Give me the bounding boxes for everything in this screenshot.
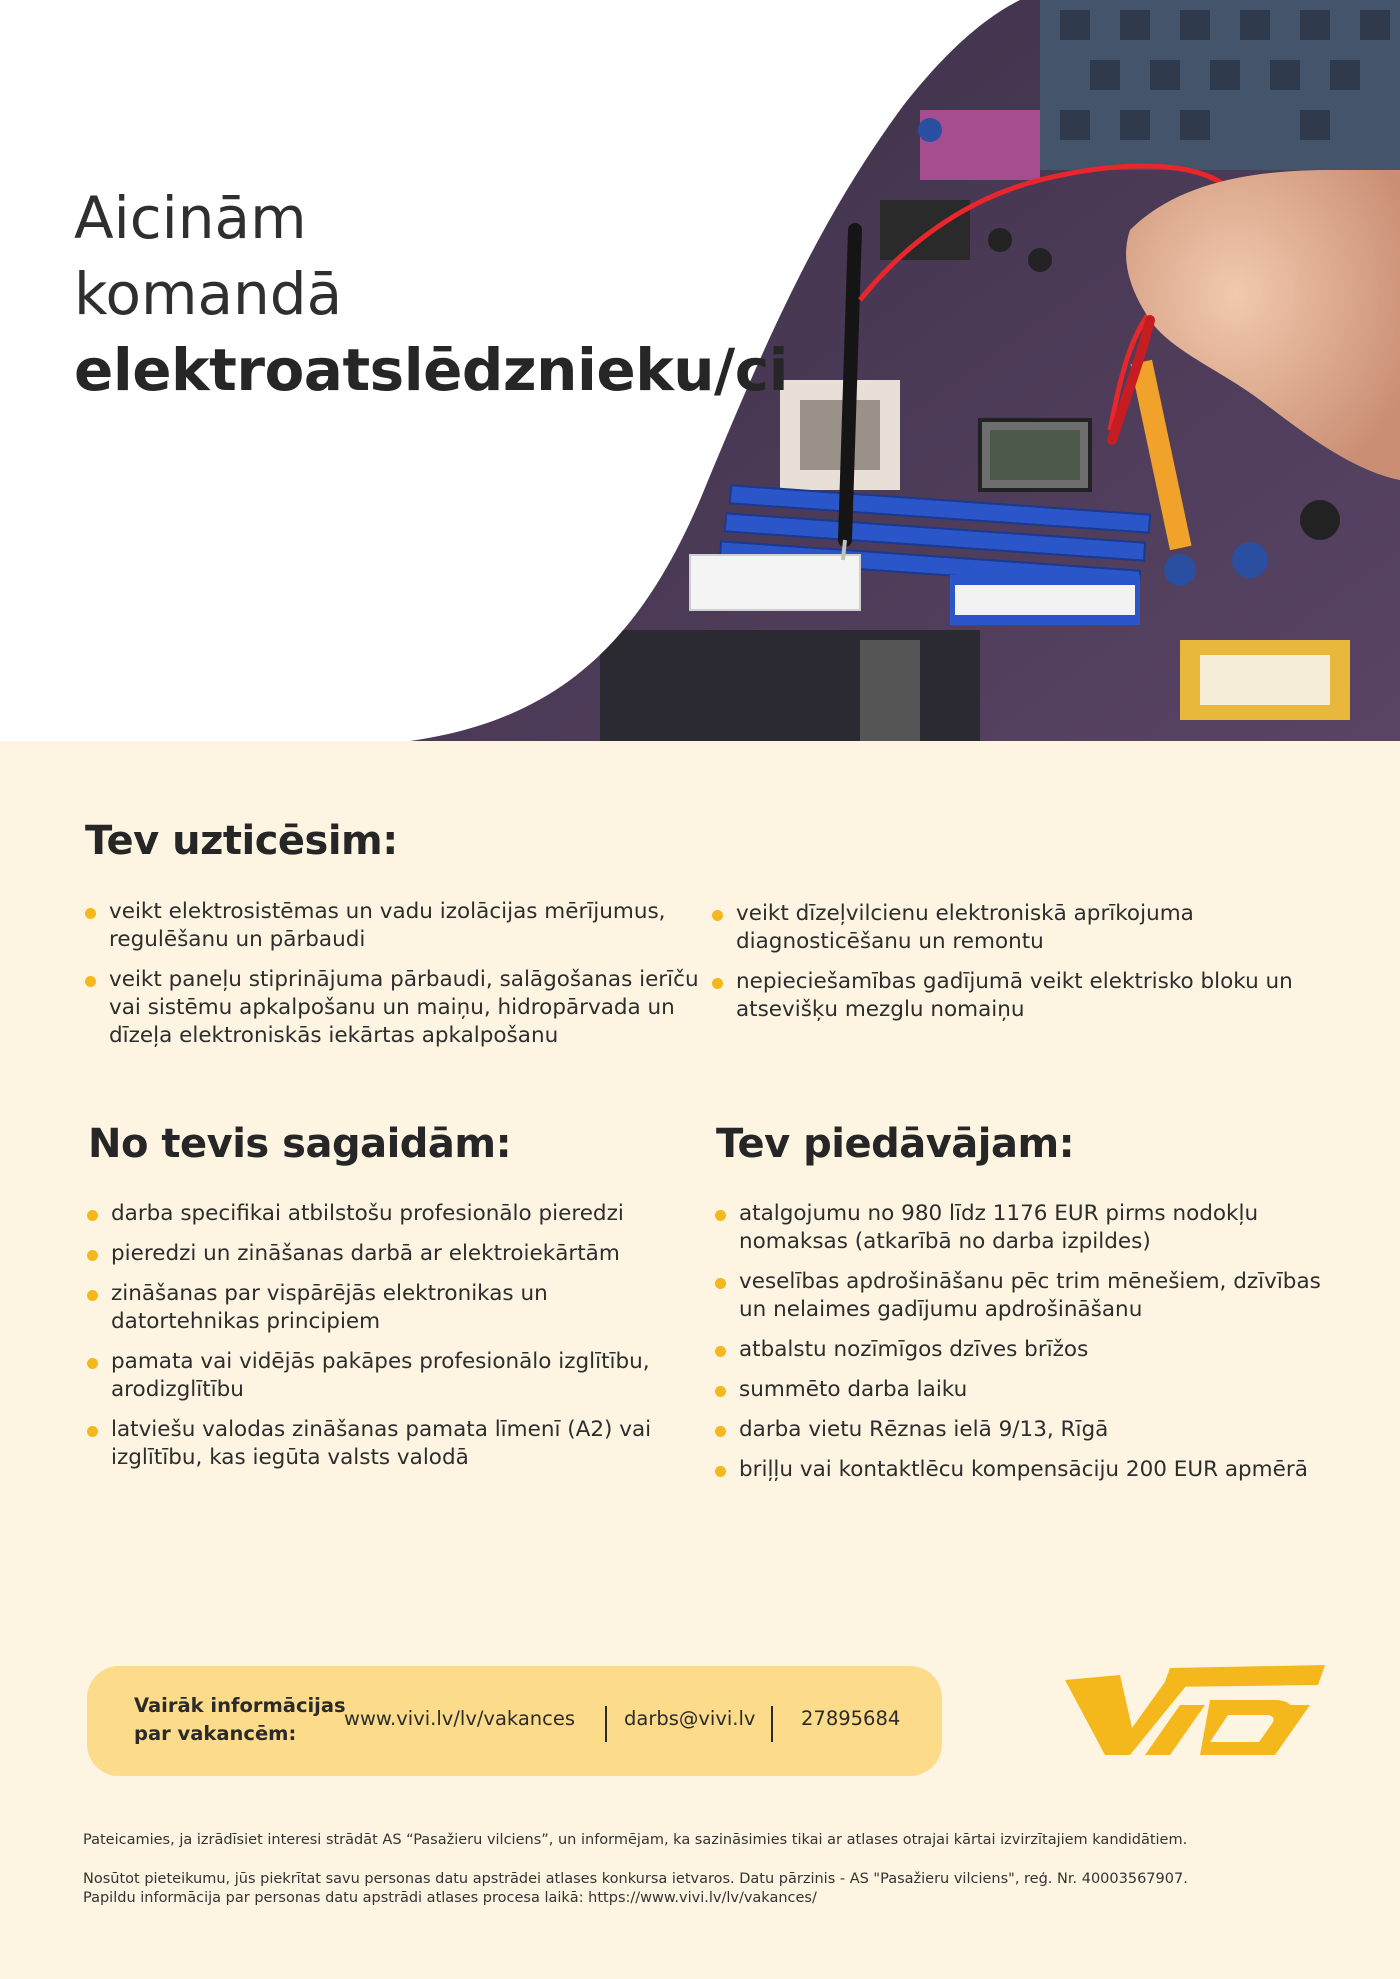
list-item: atbalstu nozīmīgos dzīves brīžos [715,1336,1335,1364]
list-item: atalgojumu no 980 līdz 1176 EUR pirms nodokļu nomaksas (atkarībā no darba izpildes) [715,1200,1335,1256]
footer-privacy-line-1: Nosūtot pieteikumu, jūs piekrītat savu personas datu apstrādei atlases konkursa ietvaros. Datu pārzinis - AS "Pasažieru vilciens", reģ. Nr. 40003567907. [83,1871,1188,1887]
list-item: pamata vai vidējās pakāpes profesionālo izglītību, arodizglītību [87,1348,697,1404]
bullet-icon [712,910,723,921]
phone-link[interactable]: 27895684 [801,1707,901,1730]
bullet-icon [87,1250,98,1261]
footer-note: Pateicamies, ja izrādīsiet interesi strādāt AS “Pasažieru vilciens”, un informējam, ka sazināsimies tikai ar atlases otrajai kārtai izvirzītajiem kandidātiem. [83,1832,1188,1848]
trust-list-right [712,900,1332,1036]
email-link[interactable]: darbs@vivi.lv [624,1707,756,1730]
contact-label [134,1692,346,1748]
bullet-icon [715,1426,726,1437]
bullet-icon [715,1466,726,1477]
list-item: summēto darba laiku [715,1376,1335,1404]
divider [771,1706,773,1742]
contact-box [87,1666,942,1776]
contact-label-line-2: par vakancēm: [134,1722,297,1745]
list-item: veselības apdrošināšanu pēc trim mēnešiem, dzīvības un nelaimes gadījumu apdrošināšanu [715,1268,1335,1324]
trust-list-left [85,898,705,1062]
list-item: darba specifikai atbilstošu profesionālo pieredzi [87,1200,697,1228]
headline-line-1: Aicinām [74,184,307,252]
bullet-icon [85,976,96,987]
list-item: latviešu valodas zināšanas pamata līmenī (A2) vai izglītību, kas iegūta valsts valodā [87,1416,697,1472]
list-item: nepieciešamības gadījumā veikt elektrisko bloku un atsevišķu mezglu nomaiņu [712,968,1332,1024]
contact-label-line-1: Vairāk informācijas [134,1694,346,1717]
headline-line-3: elektroatslēdznieku/ci [74,336,788,404]
divider [605,1706,607,1742]
footer-privacy-line-2: Papildu informācija par personas datu apstrādi atlases procesa laikā: https://www.vivi.lv/lv/vakances/ [83,1890,817,1906]
bullet-icon [87,1358,98,1369]
bullet-icon [715,1386,726,1397]
section-title-expect: No tevis sagaidām: [88,1121,512,1167]
expect-list [87,1200,697,1484]
bullet-icon [85,908,96,919]
section-title-trust: Tev uzticēsim: [85,818,398,864]
offer-list [715,1200,1335,1496]
list-item: pieredzi un zināšanas darbā ar elektroiekārtām [87,1240,697,1268]
vivi-logo [1060,1660,1330,1760]
page-title [74,180,788,408]
headline-line-2: komandā [74,260,343,328]
bullet-icon [87,1426,98,1437]
bullet-icon [87,1290,98,1301]
bullet-icon [87,1210,98,1221]
bullet-icon [715,1278,726,1289]
list-item: veikt dīzeļvilcienu elektroniskā aprīkojuma diagnosticēšanu un remontu [712,900,1332,956]
list-item: briļļu vai kontaktlēcu kompensāciju 200 EUR apmērā [715,1456,1335,1484]
bullet-icon [715,1210,726,1221]
list-item: veikt elektrosistēmas un vadu izolācijas mērījumus, regulēšanu un pārbaudi [85,898,705,954]
list-item: zināšanas par vispārējās elektronikas un datortehnikas principiem [87,1280,697,1336]
bullet-icon [712,978,723,989]
list-item: veikt paneļu stiprinājuma pārbaudi, salāgošanas ierīču vai sistēmu apkalpošanu un maiņu, hidropārvada un dīzeļa elektroniskās iekārtas apkalpošanu [85,966,705,1050]
section-title-offer: Tev piedāvājam: [716,1121,1075,1167]
bullet-icon [715,1346,726,1357]
list-item: darba vietu Rēznas ielā 9/13, Rīgā [715,1416,1335,1444]
footer-privacy [83,1870,1188,1908]
website-link[interactable]: www.vivi.lv/lv/vakances [344,1707,576,1730]
